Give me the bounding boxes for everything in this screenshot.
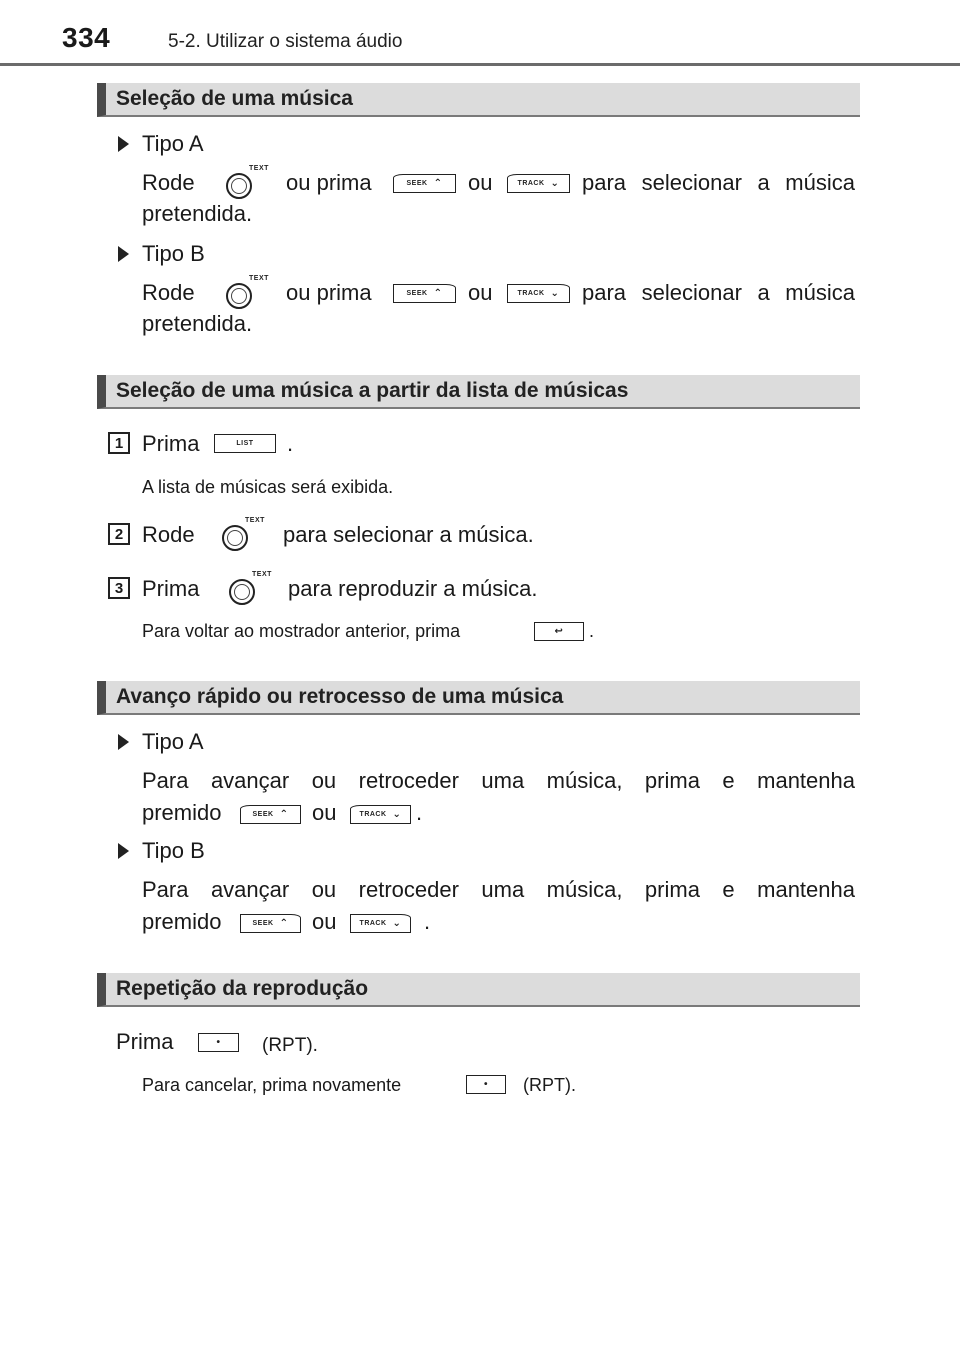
page-number: 334 bbox=[62, 22, 111, 53]
step3-pre: Prima bbox=[142, 576, 200, 601]
tune-knob-icon: TEXT bbox=[226, 277, 266, 311]
type-a-ou-prima: ou prima bbox=[286, 170, 372, 195]
type-b-line2: pretendida. bbox=[142, 311, 253, 336]
type-b-ou-prima: ou prima bbox=[286, 280, 372, 305]
step3-note-pre: Para voltar ao mostrador anterior, prima bbox=[142, 621, 461, 641]
section-heading-avanco: Avanço rápido ou retrocesso de uma música bbox=[97, 681, 860, 715]
repeat-note-post: (RPT). bbox=[523, 1075, 576, 1095]
type-a-rode: Rode bbox=[142, 170, 195, 195]
bullet-triangle-icon bbox=[118, 246, 129, 262]
type-b-label: Tipo B bbox=[142, 241, 205, 266]
section-heading-selecao: Seleção de uma música bbox=[97, 83, 860, 117]
step-number: 3 bbox=[108, 577, 130, 599]
section-heading-lista: Seleção de uma música a partir da lista de músicas bbox=[97, 375, 860, 409]
type-b-tail: para selecionar a música bbox=[582, 280, 855, 305]
step2-post: para selecionar a música. bbox=[283, 522, 534, 547]
step2-pre: Rode bbox=[142, 522, 195, 547]
avanco-type-a-ou: ou bbox=[312, 800, 337, 825]
track-button-icon: TRACK ⌄ bbox=[350, 805, 411, 824]
tune-knob-icon: TEXT bbox=[226, 167, 266, 201]
avanco-type-a-end: . bbox=[416, 800, 423, 825]
type-b-rode: Rode bbox=[142, 280, 195, 305]
step1-note: A lista de músicas será exibida. bbox=[142, 477, 394, 497]
seek-button-icon: SEEK ⌃ bbox=[240, 805, 301, 824]
repeat-line-post: (RPT). bbox=[262, 1035, 318, 1056]
tune-knob-icon: TEXT bbox=[222, 519, 262, 553]
repeat-line-pre: Prima bbox=[116, 1029, 174, 1054]
rpt-button-icon: • bbox=[198, 1033, 239, 1052]
chapter-title: 5-2. Utilizar o sistema áudio bbox=[168, 31, 403, 52]
avanco-type-b-end: . bbox=[424, 909, 431, 934]
avanco-type-b-ou: ou bbox=[312, 909, 337, 934]
bullet-triangle-icon bbox=[118, 843, 129, 859]
list-button-icon: LIST bbox=[214, 434, 276, 453]
tune-knob-icon: TEXT bbox=[229, 573, 269, 607]
seek-button-icon: SEEK ⌃ bbox=[393, 174, 456, 193]
step1-pre: Prima bbox=[142, 431, 200, 456]
avanco-type-a-premido: premido bbox=[142, 800, 222, 825]
type-a-line2: pretendida. bbox=[142, 201, 253, 226]
track-button-icon: TRACK ⌄ bbox=[507, 174, 570, 193]
seek-button-icon: SEEK ⌃ bbox=[240, 914, 301, 933]
avanco-type-a-line1: Para avançar ou retroceder uma música, prima e mantenha bbox=[142, 768, 855, 793]
step1-post: . bbox=[287, 431, 294, 456]
repeat-note-pre: Para cancelar, prima novamente bbox=[142, 1075, 402, 1095]
bullet-triangle-icon bbox=[118, 734, 129, 750]
track-button-icon: TRACK ⌄ bbox=[507, 284, 570, 303]
step3-note-post: . bbox=[589, 621, 595, 641]
type-b-ou: ou bbox=[468, 280, 493, 305]
back-button-icon: ↩ bbox=[534, 622, 584, 641]
step-number: 1 bbox=[108, 432, 130, 454]
header-rule bbox=[0, 63, 960, 66]
type-a-tail: para selecionar a música bbox=[582, 170, 855, 195]
avanco-type-a-label: Tipo A bbox=[142, 729, 204, 754]
bullet-triangle-icon bbox=[118, 136, 129, 152]
seek-button-icon: SEEK ⌃ bbox=[393, 284, 456, 303]
section-heading-repeticao: Repetição da reprodução bbox=[97, 973, 860, 1007]
track-button-icon: TRACK ⌄ bbox=[350, 914, 411, 933]
avanco-type-b-line1: Para avançar ou retroceder uma música, prima e mantenha bbox=[142, 877, 855, 902]
step-number: 2 bbox=[108, 523, 130, 545]
rpt-button-icon: • bbox=[466, 1075, 506, 1094]
avanco-type-b-label: Tipo B bbox=[142, 838, 205, 863]
step3-post: para reproduzir a música. bbox=[288, 576, 538, 601]
type-a-ou: ou bbox=[468, 170, 493, 195]
avanco-type-b-premido: premido bbox=[142, 909, 222, 934]
type-a-label: Tipo A bbox=[142, 131, 204, 156]
